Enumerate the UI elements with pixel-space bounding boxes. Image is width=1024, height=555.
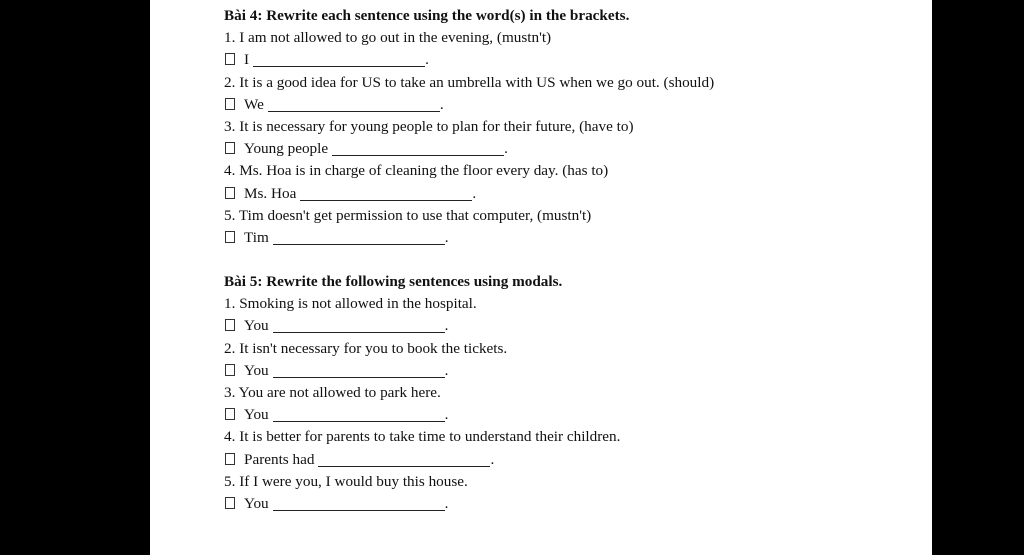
answer-blank [273,362,445,378]
answer-end: . [472,184,477,202]
checkbox-icon [225,319,235,331]
document-page [150,0,932,555]
answer-line-4-3 [224,138,714,160]
answer-line-4-2 [224,94,714,116]
answer-starter: You [244,406,269,424]
answer-line-5-1 [224,315,714,337]
answer-starter: We [244,95,264,113]
exercise-5-heading: Bài 5: Rewrite the following sentences using modals. [224,273,563,291]
answer-starter: You [244,317,269,335]
answer-line-4-5 [224,227,714,249]
answer-end: . [439,95,444,113]
answer-starter: Ms. Hoa [244,184,297,202]
question-5-5: 5. If I were you, I would buy this house. [224,472,468,490]
checkbox-icon [225,453,235,465]
checkbox-icon [225,98,235,110]
answer-line-5-5 [224,493,714,515]
answer-end: . [425,51,429,69]
checkbox-icon [225,53,235,65]
checkbox-icon [225,142,235,154]
question-5-3: 3. You are not allowed to park here. [224,384,441,401]
question-4-5: 5. Tim doesn't get permission to use that computer, (mustn't) [224,206,592,224]
answer-blank [273,406,445,422]
question-4-2: 2. It is a good idea for US to take an umbrella with US when we go out. (should) [224,73,715,91]
answer-blank [332,140,504,156]
answer-blank [318,451,490,467]
checkbox-icon [225,231,235,243]
answer-starter: I [244,51,250,69]
question-5-4: 4. It is better for parents to take time to understand their children. [224,428,621,446]
answer-blank [300,185,472,201]
question-4-3: 3. It is necessary for young people to plan for their future, (have to) [224,117,634,135]
exercise-4-heading: Bài 4: Rewrite each sentence using the word(s) in the brackets. [224,7,630,24]
answer-blank [273,229,445,245]
answer-end: . [444,406,449,424]
answer-end: . [504,140,508,158]
answer-starter: Young people [244,140,329,158]
answer-line-5-4 [224,449,714,471]
question-4-1: 1. I am not allowed to go out in the evening, (mustn't) [224,29,552,47]
answer-starter: You [244,494,269,512]
answer-line-4-1 [224,49,714,71]
answer-end: . [444,361,449,379]
checkbox-icon [225,187,235,199]
answer-line-5-3 [224,404,714,426]
answer-blank [268,96,440,112]
section-spacer [224,249,714,271]
answer-line-5-2 [224,360,714,382]
answer-blank [273,317,445,333]
answer-blank [253,51,425,67]
answer-starter: You [244,361,269,379]
question-5-1: 1. Smoking is not allowed in the hospital. [224,295,477,313]
answer-line-4-4 [224,183,714,205]
answer-starter: Tim [244,228,269,246]
answer-end: . [444,494,449,512]
checkbox-icon [225,364,235,376]
worksheet [224,5,714,515]
answer-end: . [490,450,495,468]
answer-blank [273,495,445,511]
question-5-2: 2. It isn't necessary for you to book the tickets. [224,339,508,357]
answer-end: . [444,228,449,246]
question-4-4: 4. Ms. Hoa is in charge of cleaning the floor every day. (has to) [224,162,609,180]
answer-end: . [444,317,449,335]
checkbox-icon [225,497,235,509]
answer-starter: Parents had [244,450,315,468]
checkbox-icon [225,408,235,420]
